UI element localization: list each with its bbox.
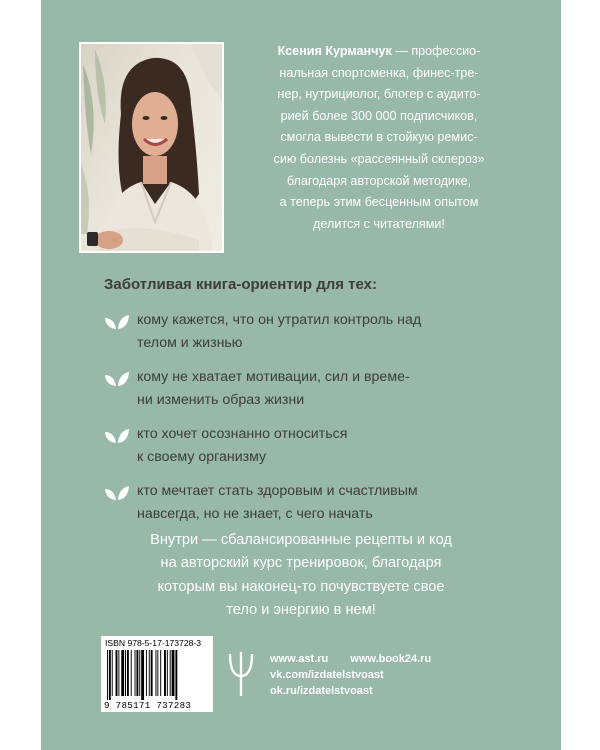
bullet-item [104,480,421,526]
bio-first-rest: — професcио- [391,44,481,58]
isbn-text: ISBN 978-5-17-173728-3 [105,638,202,648]
barcode-bar [107,650,108,700]
barcode-bar [131,650,132,696]
leaf-icon [104,426,130,444]
leaf-icon [104,312,130,330]
barcode [101,636,213,712]
barcode-bar [155,650,156,696]
barcode-bars [107,650,207,700]
barcode-bar [141,650,144,700]
barcode-bar [170,650,171,696]
bio-line: рией более 300 000 подписчиков, [280,108,478,123]
bullet-item [104,423,421,469]
bio-line: смогла вывести в стойкую ремис- [280,130,478,145]
link-book24[interactable]: www.book24.ru [350,653,432,665]
bullet-line: кто хочет осознанно относиться [137,426,348,442]
barcode-bar [160,650,161,696]
inside-description [96,529,506,623]
bio-line: нер, нутрициолог, блогер с аудито- [277,87,481,102]
bullet-line: кому не хватает мотивации, сил и време- [137,369,410,385]
barcode-bar [135,650,136,696]
barcode-bar [167,650,168,696]
barcode-bar [149,650,150,696]
leaf-icon [104,483,130,501]
author-portrait-image [81,44,224,253]
ean-number: 9 785171 737283 [104,700,192,711]
barcode-bar [157,650,158,696]
bullet-item [104,366,421,412]
bio-line: нальная спортсменка, финес-тре- [279,65,479,80]
inside-line: тело и энергию в нем! [226,602,376,619]
inside-line: которым вы наконец-то почувствуете свое [157,578,445,595]
barcode-bar [116,650,118,696]
bullet-line: кому кажется, что он утратил контроль над [137,312,422,328]
bullet-line: к своему организму [137,449,267,465]
link-ast[interactable]: www.ast.ru [270,653,329,665]
barcode-bar [172,650,175,696]
publisher-links [270,651,431,699]
bio-line [244,41,514,63]
barcode-bar [118,650,119,696]
links-row [270,651,431,667]
inside-line: Внутри — сбалансированные рецепты и код [150,532,452,548]
bullet-line: телом и жизнью [137,335,243,351]
author-bio [244,41,514,235]
barcode-bar [136,650,138,696]
inside-line: на авторский курс тренировок, благодаря [160,555,442,572]
bullet-list [104,309,421,537]
barcode-bar [164,650,166,696]
barcode-bar [151,650,153,696]
bullet-line: навсегда, но не знает, с чего начать [137,506,373,522]
bio-line: делится с читателями! [313,216,445,231]
barcode-bar [127,650,129,696]
link-ok[interactable]: ok.ru/izdatelstvoast [270,685,373,697]
section-heading: Заботливая книга-ориентир для тех: [104,276,377,293]
bullet-item [104,309,421,355]
bio-line: сию болезнь «рассеянный склероз» [273,151,485,166]
barcode-bar [125,650,126,696]
bio-line: а теперь этим бесценным опытом [279,195,479,210]
bullet-line: кто мечтает стать здоровым и счастливым [137,483,418,499]
author-name: Ксения Курманчук [277,44,392,58]
bio-line: благодаря авторской методике, [286,173,472,188]
psi-logo-icon [228,650,254,698]
barcode-bar [109,650,111,700]
barcode-bar [121,650,124,696]
link-vk[interactable]: vk.com/izdatelstvoast [270,669,384,681]
barcode-bar [139,650,140,696]
barcode-bar [175,650,177,700]
bullet-line: ни изменить образ жизни [137,392,305,408]
barcode-bar [146,650,147,696]
leaf-icon [104,369,130,387]
barcode-bar [112,650,113,696]
author-photo [79,42,224,253]
